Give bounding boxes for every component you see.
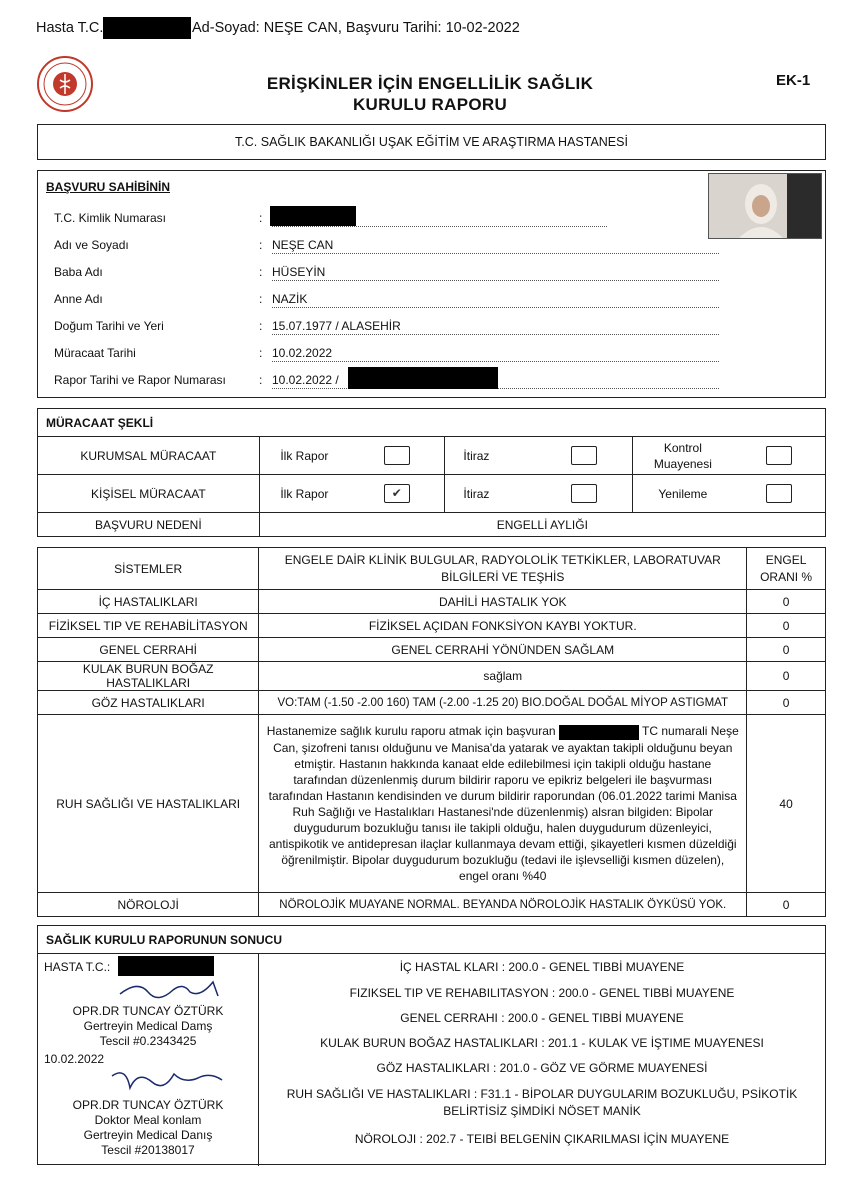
field-label: Müracaat Tarihi <box>54 346 136 360</box>
field-value: NEŞE CAN <box>272 238 719 254</box>
page-title <box>230 73 630 115</box>
table-row <box>38 662 826 691</box>
doctor-title: Doktor Meal konlam <box>94 1113 202 1127</box>
ruh-line: Ruh Sağlığı ve Hastalıkları Hastanesi'nde düzenlenmiş) alsran bilgiden: Bipolar <box>292 804 714 819</box>
result-line: GENEL CERRAHI : 200.0 - GENEL TIBBİ MUAYENE <box>400 1011 684 1025</box>
signature-1 <box>118 974 228 1004</box>
field-colon: : <box>259 211 263 225</box>
ministry-logo <box>36 55 94 113</box>
system-rate: 40 <box>747 715 826 893</box>
ruh-line: TC numarali Neşe <box>642 724 739 739</box>
checkbox-kisisel-ilk[interactable]: ✔ <box>384 484 410 503</box>
doctor-2 <box>38 1098 258 1158</box>
doctor-name: OPR.DR TUNCAY ÖZTÜRK <box>72 1004 224 1018</box>
title-line-2: KURULU RAPORU <box>352 95 508 114</box>
system-finding: sağlam <box>259 662 747 691</box>
system-rate: 0 <box>747 662 826 691</box>
doctor-title: Gertreyin Medical Danış <box>83 1128 213 1142</box>
redaction-bar <box>348 367 498 389</box>
table-row <box>38 590 826 614</box>
table-header <box>38 548 826 590</box>
option-label: Muayenesi <box>653 456 712 471</box>
checkbox-kurumsal-itiraz[interactable] <box>571 446 597 465</box>
ruh-line: tarafından düzenlenmiş durum bildirir raporu ve epikriz belgeleri ile başvurması <box>293 772 713 787</box>
option-label: Yenileme <box>633 475 733 513</box>
col-header-rate: ORANI % <box>760 569 813 584</box>
table-row <box>38 638 826 662</box>
col-header-findings: ENGELE DAİR KLİNİK BULGULAR, RADYOLOLİK TETKİKLER, LABORATUVAR <box>284 552 721 567</box>
applicant-section <box>37 170 826 398</box>
redaction-bar <box>559 725 639 740</box>
system-name: GÖZ HASTALIKLARI <box>38 691 259 715</box>
system-name: FİZİKSEL TIP VE REHABİLİTASYON <box>38 614 259 638</box>
table-row <box>38 691 826 715</box>
system-rate: 0 <box>747 893 826 917</box>
reason-label: BAŞVURU NEDENİ <box>38 513 260 537</box>
system-rate: 0 <box>747 638 826 662</box>
field-label: Baba Adı <box>54 265 103 279</box>
table-row <box>38 614 826 638</box>
ruh-line: öğrenilmiştir. Bipolar duygudurum bozukluğu (tedavi ile işlevselliği kısmen düzelen), <box>281 852 725 867</box>
ruh-findings <box>259 715 747 893</box>
application-type-table <box>37 408 826 537</box>
system-name: GENEL CERRAHİ <box>38 638 259 662</box>
option-label: İtiraz <box>445 475 537 513</box>
redaction-bar <box>118 956 214 976</box>
title-line-1: ERİŞKİNLER İÇİN ENGELLİLİK SAĞLIK <box>266 74 594 93</box>
result-line: RUH SAĞLIĞI VE HASTALIKLARI : F31.1 - BİPOLAR DUYGULARIM BOZUKLUĞU, PSİKOTİK <box>286 1087 798 1101</box>
field-colon: : <box>259 373 263 387</box>
field-label: T.C. Kimlik Numarası <box>54 211 167 225</box>
system-name: NÖROLOJİ <box>38 893 259 917</box>
system-finding: NÖROLOJİK MUAYANE NORMAL. BEYANDA NÖROLOJİK HASTALIK ÖYKÜSÜ YOK. <box>259 893 747 917</box>
option-label: İlk Rapor <box>259 437 349 475</box>
table-row <box>38 475 826 513</box>
ruh-line: Hastanemize sağlık kurulu raporu atmak için başvuran <box>266 724 556 739</box>
field-label: Rapor Tarihi ve Rapor Numarası <box>54 373 226 387</box>
col-header-systems: SİSTEMLER <box>38 548 259 590</box>
col-header-findings: BİLGİLERİ VE TEŞHİS <box>441 569 565 584</box>
applicant-photo <box>708 173 822 239</box>
hospital-name: T.C. SAĞLIK BAKANLIĞI UŞAK EĞİTİM VE ARAŞTIRMA HASTANESİ <box>37 124 826 160</box>
row-label: KİŞİSEL MÜRACAAT <box>38 475 260 513</box>
result-line: KULAK BURUN BOĞAZ HASTALIKLARI : 201.1 - KULAK VE İŞTIME MUAYENESI <box>320 1036 764 1050</box>
ruh-line: engel oranı %40 <box>459 868 547 883</box>
table-row <box>38 893 826 917</box>
doctor-title: Gertreyin Medical Damş <box>83 1019 213 1033</box>
system-finding: FİZİKSEL AÇIDAN FONKSİYON KAYBI YOKTUR. <box>259 614 747 638</box>
field-colon: : <box>259 238 263 252</box>
system-finding: GENEL CERRAHİ YÖNÜNDEN SAĞLAM <box>259 638 747 662</box>
doctor-registry: Tescil #20138017 <box>101 1143 195 1157</box>
checkbox-kisisel-itiraz[interactable] <box>571 484 597 503</box>
ruh-line: tarafından Hastanın kendisinden ve durum bildirir raporundan (06.01.2022 tarimi Manisa <box>268 788 737 803</box>
result-line: NÖROLOJI : 202.7 - TEIBİ BELGENİN ÇIKARILMASI İÇİN MUAYENE <box>354 1132 730 1146</box>
field-label: Anne Adı <box>54 292 103 306</box>
result-date: 10.02.2022 <box>44 1052 105 1066</box>
doctor-1 <box>38 1004 258 1049</box>
applicant-title: BAŞVURU SAHİBİNİN <box>46 180 171 194</box>
reason-value: ENGELLİ AYLIĞI <box>259 513 825 537</box>
field-label: Doğum Tarihi ve Yeri <box>54 319 164 333</box>
doctor-registry: Tescil #0.2343425 <box>99 1034 197 1048</box>
system-name: İÇ HASTALIKLARI <box>38 590 259 614</box>
ruh-line: duygudurum bozukluğu tanısı ile takipli olduğu, halen duygudurum düzenleyici, <box>293 820 712 835</box>
system-finding: DAHİLİ HASTALIK YOK <box>259 590 747 614</box>
table-row <box>38 513 826 537</box>
ruh-line: Can, şizofreni tanısı olduğunu ve Manisa'da yatarak ve ayaktan takipli olduğunu beyan <box>273 740 733 755</box>
ruh-line: etmiştir. Hastanın hakkında kanaat elde edilebilmesi için takipli olduğu hastane <box>294 756 712 771</box>
system-name: RUH SAĞLIĞI VE HASTALIKLARI <box>38 715 259 893</box>
result-line: BELİRTİSİZ ŞİMDİKİ NÖSET MANİK <box>443 1104 641 1118</box>
application-type-title: MÜRACAAT ŞEKLİ <box>38 409 826 437</box>
hasta-tc-label: HASTA T.C.: <box>44 960 111 974</box>
field-value: NAZİK <box>272 292 719 308</box>
checkbox-kisisel-yenileme[interactable] <box>766 484 792 503</box>
system-rate: 0 <box>747 590 826 614</box>
field-value: 10.02.2022 / <box>272 373 719 389</box>
system-rate: 0 <box>747 691 826 715</box>
systems-table <box>37 547 826 917</box>
result-line: GÖZ HASTALIKLARI : 201.0 - GÖZ VE GÖRME MUAYENESİ <box>376 1061 708 1075</box>
signature-2 <box>108 1064 228 1096</box>
field-value: 15.07.1977 / ALASEHİR <box>272 319 719 335</box>
checkbox-kurumsal-ilk[interactable] <box>384 446 410 465</box>
result-title: SAĞLIK KURULU RAPORUNUN SONUCU <box>46 933 282 947</box>
field-colon: : <box>259 292 263 306</box>
result-section <box>37 925 826 1165</box>
redaction-bar <box>103 17 191 39</box>
table-row <box>38 437 826 475</box>
field-label: Adı ve Soyadı <box>54 238 129 252</box>
redaction-bar <box>270 206 356 226</box>
option-label: Kontrol <box>663 440 702 455</box>
signatures <box>38 954 259 1166</box>
ruh-line: antispikotik ve antidepresan ilaçlar kullanmaya devam ettiği, şikayetleri kısmen düzeldiği <box>268 836 737 851</box>
field-colon: : <box>259 265 263 279</box>
checkbox-kurumsal-kontrol[interactable] <box>766 446 792 465</box>
system-rate: 0 <box>747 614 826 638</box>
table-row <box>38 715 826 893</box>
system-name: KULAK BURUN BOĞAZ HASTALIKLARI <box>38 662 259 691</box>
header-hasta-tc: Hasta T.C. <box>36 20 104 36</box>
field-value: 10.02.2022 <box>272 346 719 362</box>
option-label: İlk Rapor <box>259 475 349 513</box>
doctor-name: OPR.DR TUNCAY ÖZTÜRK <box>72 1098 224 1112</box>
header-name-date: Ad-Soyad: NEŞE CAN, Başvuru Tarihi: 10-02-2022 <box>192 20 520 36</box>
field-colon: : <box>259 346 263 360</box>
option-label: İtiraz <box>445 437 537 475</box>
field-value: HÜSEYİN <box>272 265 719 281</box>
row-label: KURUMSAL MÜRACAAT <box>38 437 260 475</box>
result-line: İÇ HASTAL KLARI : 200.0 - GENEL TIBBİ MUAYENE <box>399 960 685 974</box>
system-finding: VO:TAM (-1.50 -2.00 160) TAM (-2.00 -1.25 20) BIO.DOĞAL DOĞAL MİYOP ASTIGMAT <box>259 691 747 715</box>
field-colon: : <box>259 319 263 333</box>
col-header-rate: ENGEL <box>765 552 807 567</box>
form-code: EK-1 <box>776 72 811 89</box>
result-line: FIZIKSEL TIP VE REHABILITASYON : 200.0 - GENEL TIBBİ MUAYENE <box>349 986 735 1000</box>
